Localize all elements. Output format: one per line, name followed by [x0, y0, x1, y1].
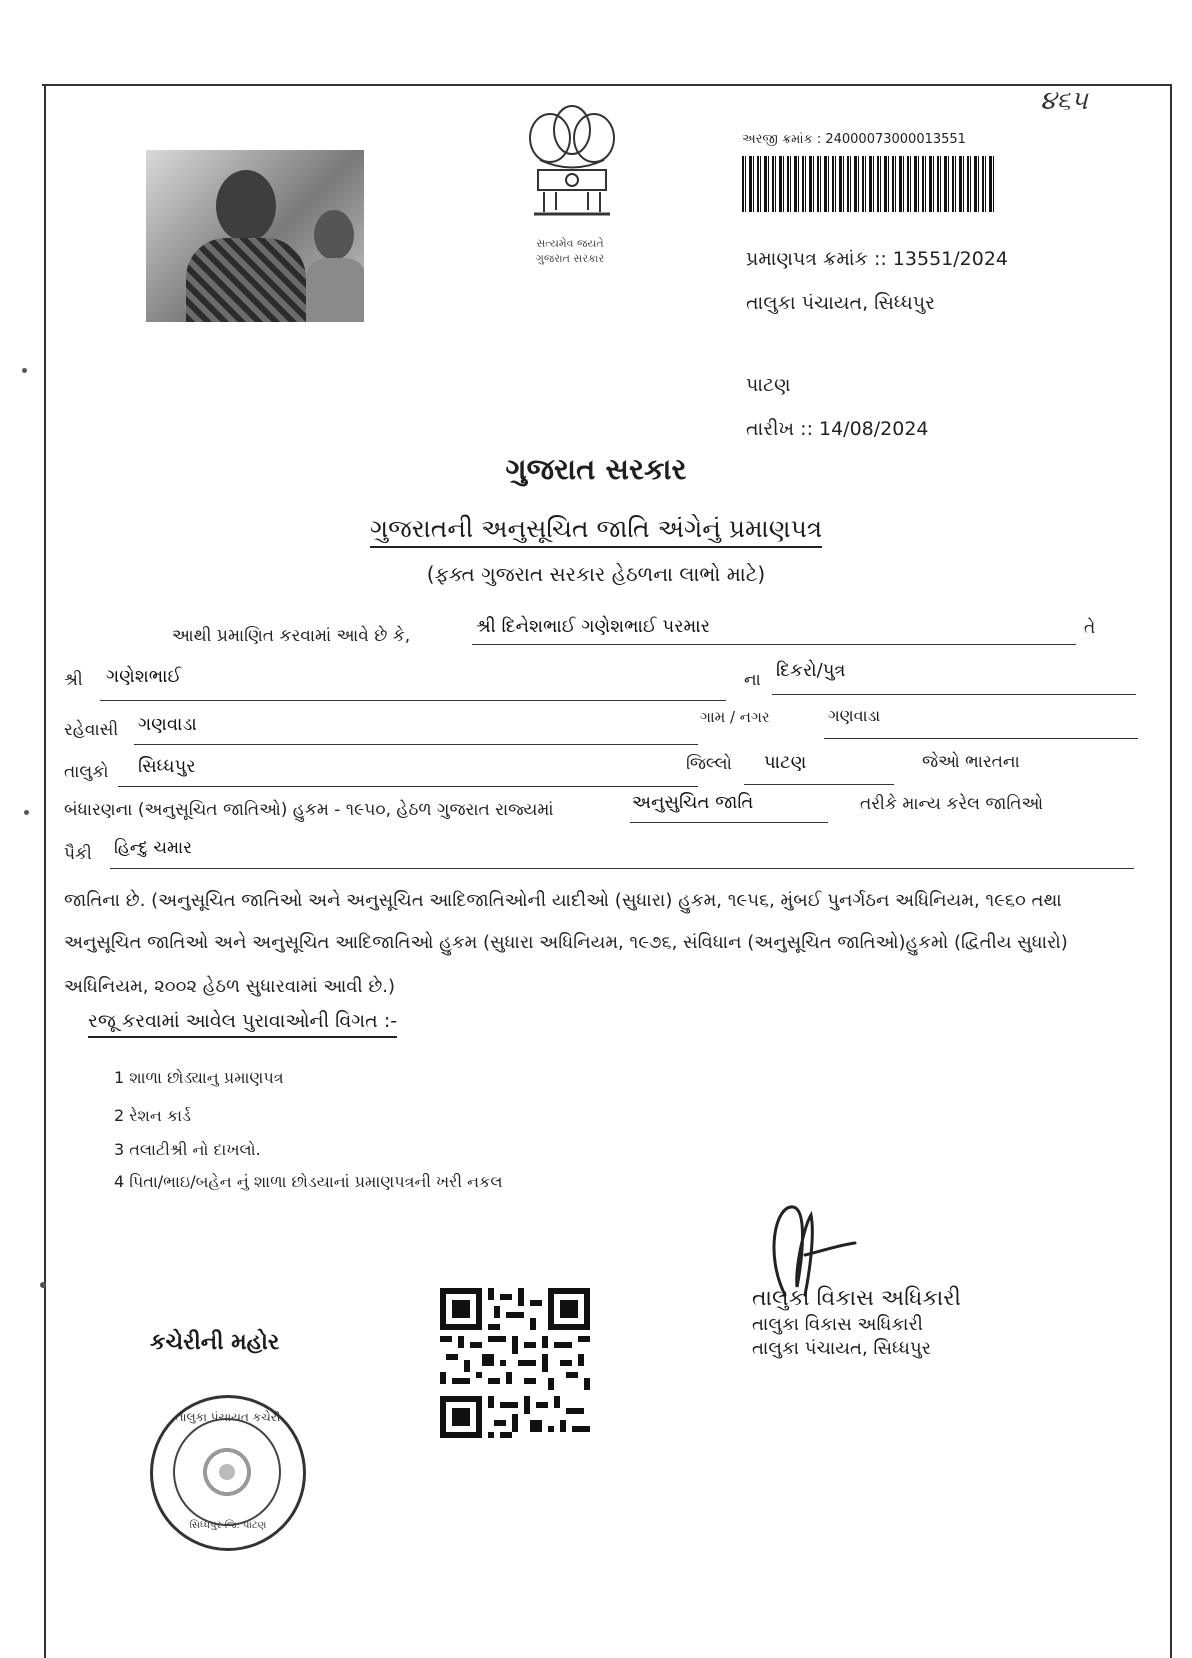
office-seal-stamp [150, 1395, 306, 1551]
applicant-photo [146, 150, 364, 322]
evidence-title-text: રજૂ કરવામાં આવેલ પુરાવાઓની વિગત :- [88, 1010, 397, 1038]
district-value: પાટણ [744, 752, 894, 785]
emblem-government: ગુજરાત સરકાર [535, 252, 605, 265]
certificate-subtitle: (ફક્ત ગુજરાત સરકાર હેઠળના લાભો માટે) [426, 562, 766, 586]
certificate-number: પ્રમાણપત્ર ક્રમાંક :: 13551/2024 [746, 248, 1008, 270]
father-name: ગણેશભાઈ [100, 666, 726, 701]
resident-value: ગણવાડા [134, 714, 698, 745]
national-emblem-icon [516, 100, 628, 240]
legal-note-line-2: અનુસૂચિત જાતિઓ અને અનુસૂચિત આદિજાતિઓ હુકમ (સુધારા અધિનિયમ, ૧૯૭૬, સંવિધાન (અનુસૂચિત જાતિઓ)હુકમો (દ્વિતીય સુધારો) [64, 932, 1068, 953]
constitution-order-text: બંધારણના (અનુસૂચિત જાતિઓ) હુકમ - ૧૯૫૦, હેઠળ ગુજરાત રાજ્યમાં [64, 800, 554, 820]
emblem-caption [500, 236, 640, 266]
government-title: ગુજરાત સરકાર [505, 452, 687, 486]
scan-speck [22, 368, 27, 373]
certify-label: આથી પ્રમાણિત કરવામાં આવે છે કે, [172, 626, 411, 646]
evidence-item: 4 પિતા/ભાઇ/બહેન નું શાળા છોડયાનાં પ્રમાણપત્રની ખરી નકલ [114, 1172, 503, 1191]
legal-note-line-3: અધિનિયમ, ૨૦૦૨ હેઠળ સુધારવામાં આવી છે.) [64, 976, 395, 997]
evidence-title [88, 1010, 397, 1032]
resident-label: રહેવાસી [64, 720, 119, 740]
evidence-item: 1 શાળા છોડ્યાનુ પ્રમાણપત્ર [114, 1068, 284, 1087]
qr-code [440, 1288, 590, 1438]
certificate-title-text: ગુજરાતની અનુસૂચિત જાતિ અંગેનું પ્રમાણપત્ર [370, 514, 822, 548]
village-label: ગામ / નગર [700, 708, 770, 726]
issuing-office: તાલુકા પંચાયત, સિધ્ધપુર [746, 292, 935, 314]
taluka-label: તાલુકો [64, 762, 109, 782]
applicant-name: શ્રી દિનેશભાઈ ગણેશભાઈ પરમાર [472, 616, 1076, 645]
legal-note-line-1: જાતિના છે. (અનુસૂચિત જાતિઓ અને અનુસૂચિત આદિજાતિઓની યાદીઓ (સુધારા) હુકમ, ૧૯૫૬, મુંબઈ પુનર્ગઠન અધિનિયમ, ૧૯૬૦ તથા [64, 890, 1062, 911]
scan-speck [24, 810, 29, 815]
relation: દિકરો/પુત્ર [772, 660, 1136, 695]
whose-label: જેઓ ભારતના [922, 752, 1020, 772]
emblem-motto: સત્યમેવ જયતે [536, 237, 604, 250]
village-value: ગણવાડા [824, 706, 1138, 739]
barcode [742, 156, 996, 212]
among-label: પૈકી [64, 844, 92, 864]
taluka-value: સિધ્ધપુર [118, 756, 698, 787]
category-value: અનુસુચિત જાતિ [630, 792, 828, 823]
signatory-designation: તાલુકા વિકાસ અધિકારી [752, 1314, 923, 1335]
na-label: ના [744, 670, 761, 690]
te-label: તે [1084, 618, 1096, 638]
right-border [1170, 84, 1172, 1658]
application-number: અરજી ક્રમાંક : 24000073000013551 [742, 132, 966, 147]
issuing-district: પાટણ [746, 374, 791, 396]
scan-speck [40, 1282, 46, 1288]
issue-date: તારીખ :: 14/08/2024 [746, 418, 929, 440]
top-border [42, 84, 1172, 86]
seal-bottom-text: સિધ્ધપુર જિ. પાટણ [189, 1520, 267, 1531]
certificate-title [0, 514, 1192, 544]
shri-label: શ્રી [64, 670, 83, 690]
signatory-office: તાલુકા પંચાયત, સિધ્ધપુર [752, 1338, 931, 1359]
recognized-label: તરીકે માન્ય કરેલ જાતિઓ [860, 794, 1044, 814]
evidence-item: 3 તલાટીશ્રી નો દાખલો. [114, 1140, 261, 1159]
seal-emblem-icon [173, 1418, 281, 1526]
office-seal-label: કચેરીની મહોર [150, 1330, 280, 1355]
district-label: જિલ્લો [686, 754, 732, 774]
evidence-item: 2 રેશન કાર્ડ [114, 1106, 191, 1125]
handwritten-number: ૪૬૫ [1040, 86, 1088, 116]
seal-top-text: તાલુકા પંચાયત કચેરી [175, 1410, 281, 1424]
caste-value: હિન્દુ ચમાર [110, 838, 1134, 869]
left-border [44, 84, 46, 1658]
signatory-title: તાલુકા વિકાસ અધિકારી [752, 1286, 961, 1311]
